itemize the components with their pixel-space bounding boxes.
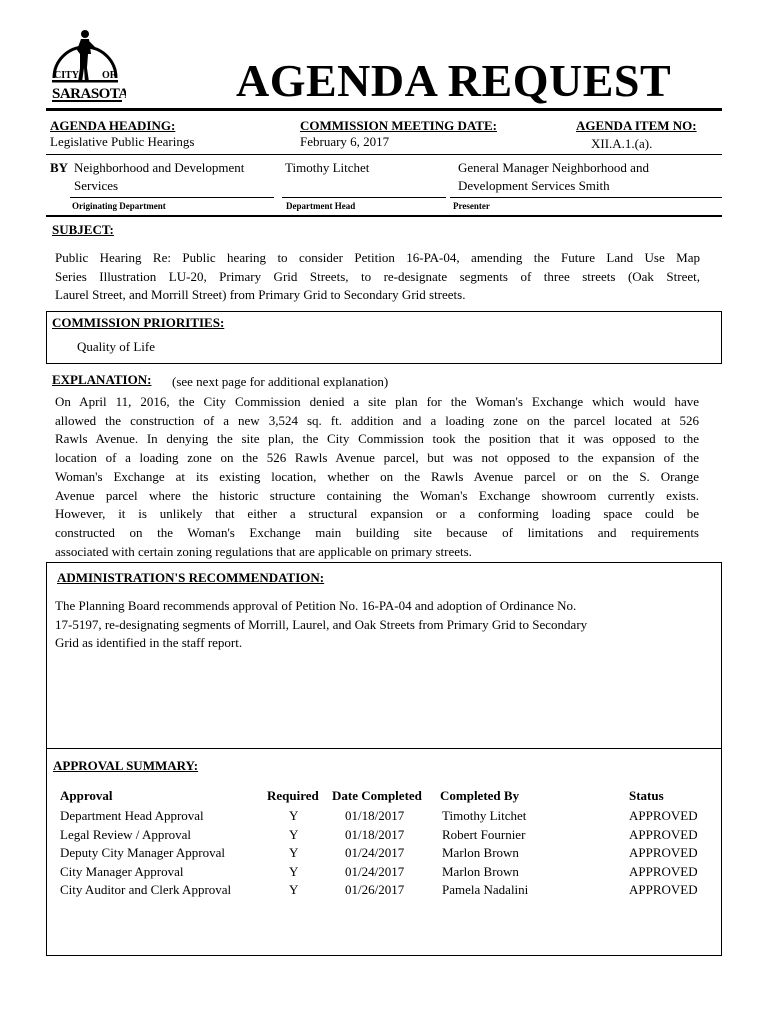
by-label: BY — [50, 160, 69, 175]
table-cell-approval: Deputy City Manager Approval — [60, 845, 225, 861]
explanation-line: Avenue parcel where the historic structure containing the Woman's Exchange showroom currently exists. — [55, 487, 699, 503]
department-underline — [70, 197, 274, 198]
approval-table-body — [0, 807, 770, 902]
explanation-line: Rawls Avenue. In denying the site plan, the City Commission took the position that it was opposed to the — [55, 431, 699, 447]
table-cell-required: Y — [289, 845, 299, 861]
subject-label: SUBJECT: — [52, 222, 114, 237]
page-title: AGENDA REQUEST — [236, 55, 672, 106]
city-logo — [44, 20, 126, 106]
table-cell-status: APPROVED — [629, 863, 698, 879]
head-underline — [282, 197, 446, 198]
logo-text-of: OF — [102, 70, 116, 81]
table-cell-status: APPROVED — [629, 826, 698, 842]
department-line1: Neighborhood and Development — [74, 160, 245, 175]
table-cell-approval: Legal Review / Approval — [60, 826, 192, 842]
column-header-approval: Approval — [60, 788, 113, 803]
david-statue-icon — [44, 20, 126, 106]
table-cell-approval: Department Head Approval — [60, 808, 204, 823]
approval-table-header — [0, 787, 770, 807]
subject-line: Laurel Street, and Morrill Street) from Primary Grid to Secondary Grid streets. — [55, 287, 466, 303]
table-cell-date: 01/18/2017 — [345, 808, 405, 823]
table-cell-status: APPROVED — [629, 845, 698, 861]
recommendation-line: The Planning Board recommends approval of Petition No. 16-PA-04 and adoption of Ordinance No. — [55, 598, 577, 613]
department-head-caption: Department Head — [286, 201, 356, 211]
recommendation-label: ADMINISTRATION'S RECOMMENDATION: — [57, 570, 325, 585]
presenter-caption: Presenter — [453, 201, 490, 211]
table-cell-required: Y — [289, 826, 299, 842]
agenda-item-no-value: XII.A.1.(a). — [591, 136, 653, 151]
table-cell-approval: City Auditor and Clerk Approval — [60, 882, 232, 898]
table-cell-date: 01/24/2017 — [345, 845, 405, 861]
column-header-date: Date Completed — [332, 788, 422, 803]
table-cell-date: 01/24/2017 — [345, 863, 405, 879]
recommendation-text — [55, 597, 695, 653]
recommendation-line: Grid as identified in the staff report. — [55, 635, 243, 651]
table-cell-status: APPROVED — [629, 808, 698, 823]
explanation-line: However, it is unlikely that either a structural expansion or a conforming loading space could be — [55, 506, 699, 522]
explanation-line: On April 11, 2016, the City Commission denied a site plan for the Woman's Exchange which would have — [55, 394, 699, 409]
department-head-name: Timothy Litchet — [285, 160, 370, 175]
explanation-line: location of a loading zone on the 526 Rawls Avenue parcel, but was not opposed to the expansion of the — [55, 450, 699, 466]
table-cell-completed-by: Marlon Brown — [442, 863, 519, 879]
table-cell-completed-by: Robert Fournier — [442, 826, 526, 842]
department-caption: Originating Department — [72, 201, 166, 211]
table-cell-completed-by: Marlon Brown — [442, 845, 519, 861]
table-cell-required: Y — [289, 863, 299, 879]
priorities-value: Quality of Life — [77, 339, 155, 354]
subject-text — [55, 249, 700, 305]
explanation-line: allowed the construction of a new 3,524 sq. ft. addition and a loading zone on the parcel located at 526 — [55, 412, 699, 428]
header-divider — [46, 108, 722, 111]
department-line2: Services — [74, 178, 119, 193]
agenda-row-divider — [46, 154, 722, 155]
agenda-heading-value: Legislative Public Hearings — [50, 134, 195, 149]
subject-line: Series Illustration LU-20, Primary Grid Streets, to re-designate segments of three streets (Oak Street, — [55, 268, 700, 284]
explanation-line: Woman's Exchange at its existing location, whether on the Rawls Avenue parcel or on the S. Orange — [55, 468, 699, 484]
explanation-label: EXPLANATION: — [52, 372, 152, 387]
table-cell-date: 01/26/2017 — [345, 882, 405, 898]
table-cell-required: Y — [289, 808, 299, 823]
agenda-heading-label: AGENDA HEADING: — [50, 118, 176, 133]
explanation-text — [55, 393, 699, 561]
table-cell-approval: City Manager Approval — [60, 863, 184, 879]
logo-text-city: CITY — [54, 70, 80, 81]
meeting-date-value: February 6, 2017 — [300, 134, 390, 149]
table-cell-status: APPROVED — [629, 882, 698, 898]
by-row-divider — [46, 215, 722, 217]
presenter-underline — [450, 197, 722, 198]
column-header-completed-by: Completed By — [440, 788, 520, 803]
presenter-line2: Development Services Smith — [458, 178, 610, 193]
column-header-required: Required — [267, 788, 319, 803]
table-cell-date: 01/18/2017 — [345, 826, 405, 842]
logo-text-sarasota: SARASOTA — [52, 86, 126, 102]
approval-divider — [46, 748, 722, 749]
meeting-date-label: COMMISSION MEETING DATE: — [300, 118, 497, 133]
table-cell-completed-by: Timothy Litchet — [442, 808, 527, 823]
agenda-item-no-label: AGENDA ITEM NO: — [576, 118, 697, 133]
subject-line: Public Hearing Re: Public hearing to consider Petition 16-PA-04, amending the Future Land Use Map — [55, 250, 700, 265]
explanation-note: (see next page for additional explanation) — [172, 374, 389, 389]
presenter-line1: General Manager Neighborhood and — [458, 160, 649, 175]
approval-summary-label: APPROVAL SUMMARY: — [53, 758, 199, 773]
explanation-line: constructed on the Woman's Exchange main building site because of limitations and requirements — [55, 524, 699, 540]
priorities-label: COMMISSION PRIORITIES: — [52, 315, 225, 330]
explanation-line: associated with certain zoning regulations that are applicable on primary streets. — [55, 543, 472, 559]
table-cell-completed-by: Pamela Nadalini — [442, 882, 529, 898]
table-cell-required: Y — [289, 882, 299, 898]
recommendation-line: 17-5197, re-designating segments of Morrill, Laurel, and Oak Streets from Primary Grid to Secondary — [55, 616, 588, 632]
column-header-status: Status — [629, 788, 664, 803]
